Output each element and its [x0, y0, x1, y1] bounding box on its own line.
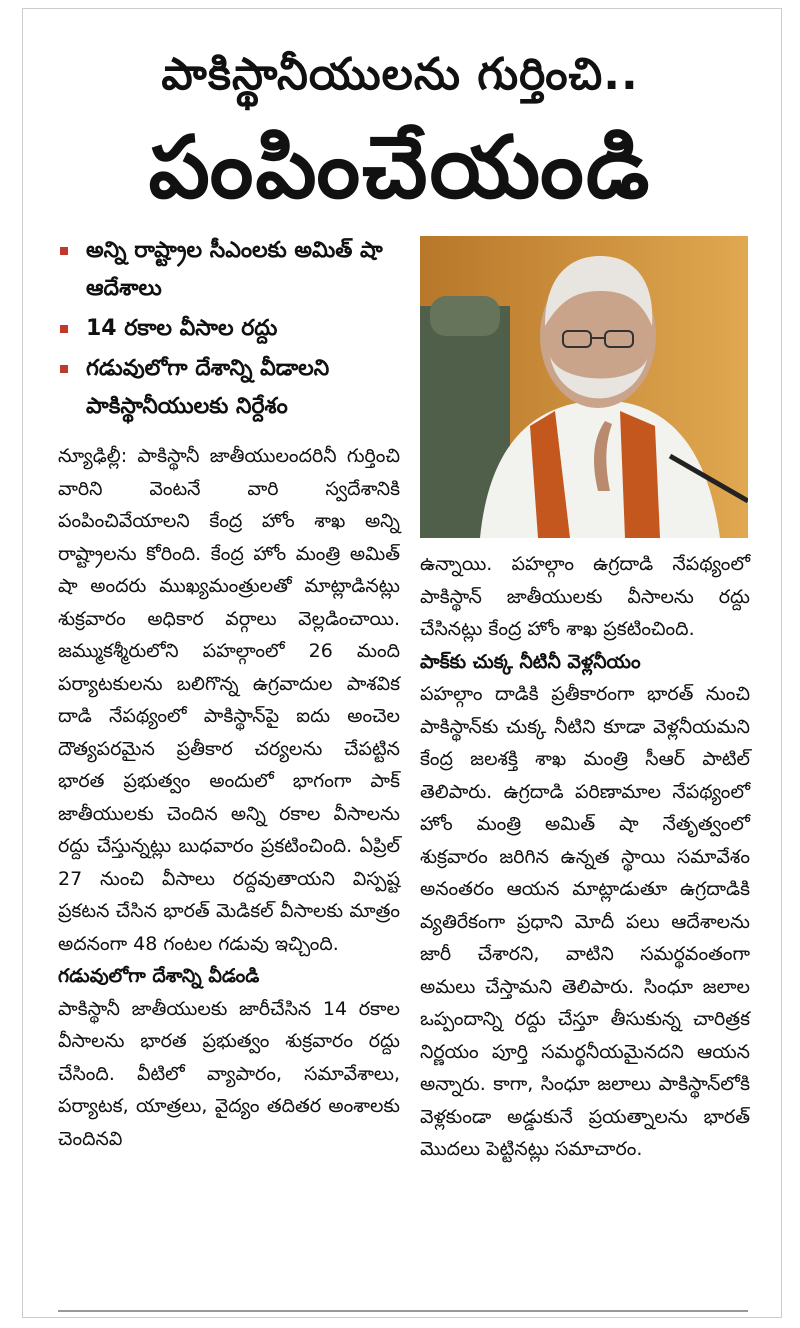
subheading: గడువులోగా దేశాన్ని వీడండి — [58, 965, 260, 987]
bullet-icon — [60, 365, 68, 373]
article-column-1 — [58, 440, 400, 1155]
highlight-item — [58, 232, 408, 308]
person-photo-icon — [420, 236, 748, 538]
paragraph: న్యూఢిల్లీ: పాకిస్థానీ జాతీయులందరినీ గుర్తించి వారిని వెంటనే వారి స్వదేశానికి పంపించివేయాలని కేంద్ర హోం శాఖ అన్ని రాష్ట్రాలను కోరింది. కేంద్ర హోం మంత్రి అమిత్ షా అందరు ముఖ్యమంత్రులతో మాట్లాడినట్లు శుక్రవారం అధికార వర్గాలు వెల్లడించాయి. జమ్ముకశ్మీరులోని పహల్గాంలో 26 మంది పర్యాటకులను బలిగొన్న ఉగ్రవాదుల పాశవిక దాడి నేపథ్యంలో పాకిస్థాన్‌పై ఐదు అంచెల దౌత్యపరమైన ప్రతీకార చర్యలను చేపట్టిన భారత ప్రభుత్వం అందులో భాగంగా పాక్ జాతీయులకు చెందిన అన్ని రకాల వీసాలను రద్దు చేస్తున్నట్లు బుధవారం ప్రకటించింది. ఏప్రిల్ 27 నుంచి వీసాలు రద్దవుతాయని విస్పష్ట ప్రకటన చేసిన భారత్ మెడికల్ వీసాలకు మాత్రం అదనంగా 48 గంటల గడువు ఇచ్చింది. — [58, 445, 400, 955]
subheading: పాక్‌కు చుక్క నీటినీ వెళ్లనీయం — [420, 650, 641, 673]
paragraph: ఉన్నాయి. పహల్గాం ఉగ్రదాడి నేపథ్యంలో పాకిస్థాన్ జాతీయులకు వీసాలను రద్దు చేసినట్లు కేంద్ర హోం శాఖ ప్రకటించింది. — [420, 553, 750, 640]
bullet-icon — [60, 325, 68, 333]
person-photo — [420, 236, 748, 538]
highlight-text: అన్ని రాష్ట్రాల సీఎంలకు అమిత్ షా ఆదేశాలు — [86, 238, 383, 301]
paragraph: పహల్గాం దాడికి ప్రతీకారంగా భారత్ నుంచి పాకిస్థాన్‌కు చుక్క నీటిని కూడా వెళ్లనీయమని కేంద్ర జలశక్తి శాఖ మంత్రి సీఆర్ పాటిల్ తెలిపారు. ఉగ్రదాడి పరిణామాల నేపథ్యంలో హోం మంత్రి అమిత్ షా నేతృత్వంలో శుక్రవారం జరిగిన ఉన్నత స్థాయి సమావేశం అనంతరం ఆయన మాట్లాడుతూ ఉగ్రదాడికి వ్యతిరేకంగా ప్రధాని మోదీ పలు ఆదేశాలను జారీ చేశారని, వాటిని సమర్థవంతంగా అమలు చేస్తామని తెలిపారు. సింధూ జలాల ఒప్పందాన్ని రద్దు చేస్తూ తీసుకున్న చారిత్రక నిర్ణయం పూర్తి సమర్థనీయమైనదని ఆయన అన్నారు. కాగా, సింధూ జలాలు పాకిస్థాన్‌లోకి వెళ్లకుండా అడ్డుకునే ప్రయత్నాలను భారత్ మొదలు పెట్టినట్లు సమాచారం. — [420, 683, 750, 1160]
highlight-text: గడువులోగా దేశాన్ని వీడాలని పాకిస్థానీయులకు నిర్దేశం — [86, 356, 330, 419]
kicker-headline: పాకిస్థానీయులను గుర్తించి.. — [161, 49, 639, 100]
highlights-list — [58, 232, 408, 426]
paragraph: పాకిస్థానీ జాతీయులకు జారీచేసిన 14 రకాల వీసాలను భారత ప్రభుత్వం శుక్రవారం రద్దు చేసింది. వీటిలో వ్యాపారం, సమావేశాలు, పర్యాటక, యాత్రలు, వైద్యం తదితర అంశాలకు చెందినవి — [58, 997, 400, 1150]
article-column-2 — [420, 548, 750, 1166]
main-headline: పంపించేయండి — [148, 118, 652, 218]
highlight-text: 14 రకాల వీసాల రద్దు — [86, 316, 278, 341]
highlight-item — [58, 310, 408, 348]
bottom-divider — [58, 1310, 748, 1312]
highlight-item — [58, 350, 408, 426]
bullet-icon — [60, 247, 68, 255]
